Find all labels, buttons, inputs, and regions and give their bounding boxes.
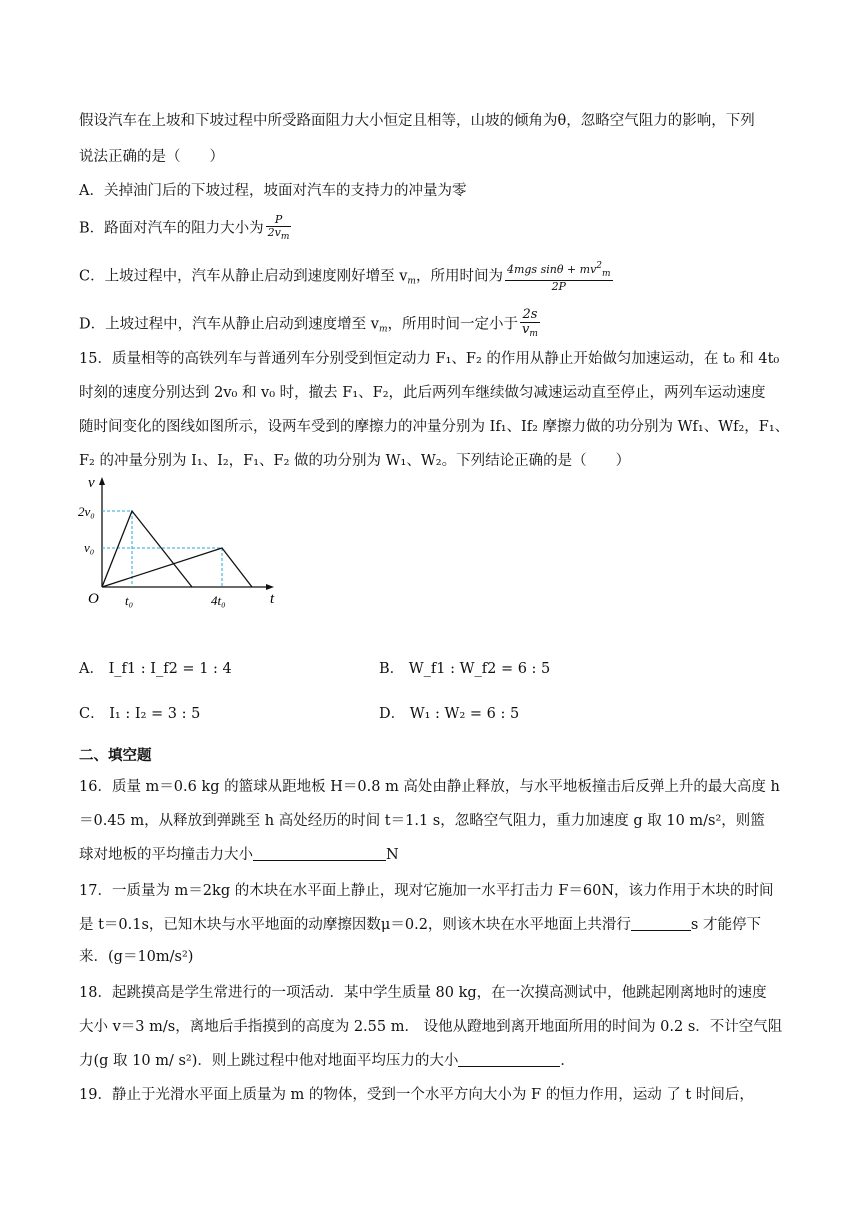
origin-label: O (88, 591, 99, 607)
q16-line2: ＝0.45 m，从释放到弹跳至 h 高处经历的时间 t＝1.1 s，忽略空气阻力，重力加速度 g 取 10 m/s²，则篮 (79, 813, 765, 829)
q17-line2 (79, 916, 761, 934)
q14-option-c-fraction (505, 260, 613, 293)
q15-line3: 随时间变化的图线如图所示，设两车受到的摩擦力的冲量分别为 If₁、If₂ 摩擦力做的功分别为 Wf₁、Wf₂，F₁、 (79, 419, 790, 435)
q15-line4: F₂ 的冲量分别为 I₁、I₂，F₁、F₂ 做的功分别为 W₁、W₂。下列结论正确的是（ ） (79, 453, 631, 469)
q14-option-d-text1: D．上坡过程中，汽车从静止启动到速度增至 v (79, 316, 379, 333)
q14-option-b (79, 214, 293, 243)
q18-line2: 大小 v＝3 m/s，离地后手指摸到的高度为 2.55 m． 设他从蹬地到离开地面所用的时间为 0.2 s．不计空气阻 (79, 1019, 783, 1035)
q14-option-d-text2: ，所用时间一定小于 (387, 316, 518, 333)
y-axis-label: v (88, 475, 95, 491)
q16-line3-text: 球对地板的平均撞击力大小 (79, 847, 253, 863)
q15-option-a: A． I_f1 : I_f2 = 1 : 4 (79, 661, 232, 677)
frac-numerator-sub: m (602, 269, 611, 279)
x-axis-arrow (266, 584, 274, 590)
frac-denominator-main: v (521, 322, 530, 337)
q16-answer-blank[interactable] (253, 846, 386, 861)
frac-numerator: P (266, 214, 292, 227)
section-title: 二、填空题 (79, 748, 152, 764)
x-axis-label: t (270, 591, 275, 607)
frac-denominator (520, 323, 540, 341)
q17-line2-text: 是 t＝0.1s，已知木块与水平地面的动摩擦因数μ＝0.2，则该木块在水平地面上共滑行 (79, 917, 631, 933)
q14-option-d-fraction (520, 308, 540, 341)
q17-line1: 17．一质量为 m＝2kg 的木块在水平面上静止，现对它施加一水平打击力 F＝60N，该力作用于木块的时间 (79, 883, 774, 899)
frac-numerator-sup: 2 (596, 261, 603, 271)
q14-intro-line2: 说法正确的是（ ） (79, 149, 224, 165)
frac-denominator-sub: m (529, 329, 538, 339)
q14-option-c-text2: ，所用时间为 (415, 268, 503, 285)
q15-option-c: C． I₁ : I₂ = 3 : 5 (79, 706, 201, 722)
q14-option-a: A．关掉油门后的下坡过程，坡面对汽车的支持力的冲量为零 (79, 183, 467, 199)
q18-answer-blank[interactable] (458, 1052, 560, 1067)
q14-option-c-text1: C．上坡过程中，汽车从静止启动到速度刚好增至 v (79, 268, 408, 285)
q17-answer-blank[interactable] (631, 916, 691, 931)
q14-option-b-text: B．路面对汽车的阻力大小为 (79, 220, 264, 237)
q14-option-d (79, 308, 542, 341)
frac-denominator (266, 227, 292, 243)
q16-line3 (79, 846, 399, 864)
q17-line3: 来．(g＝10m/s²) (79, 949, 194, 965)
q19-line1: 19．静止于光滑水平面上质量为 m 的物体，受到一个水平方向大小为 F 的恒力作用，运动 了 t 时间后， (79, 1087, 754, 1103)
y-axis-arrow (99, 477, 105, 485)
q15-line2: 时刻的速度分别达到 2v₀ 和 v₀ 时，撤去 F₁、F₂，此后两列车继续做匀减速运动直至停止，两列车运动速度 (79, 385, 766, 401)
frac-numerator-main: 4mgs sinθ + mv (506, 263, 597, 276)
tick-2v0: 2v₀ (78, 504, 95, 519)
q14-option-c-sub: m (407, 276, 416, 287)
frac-denominator: 2P (551, 280, 566, 293)
q14-option-c (79, 260, 615, 293)
frac-numerator: 2s (520, 308, 540, 323)
q16-line1: 16．质量 m＝0.6 kg 的篮球从距地板 H＝0.8 m 高处由静止释放，与水平地板撞击后反弹上升的最大高度 h (79, 779, 780, 795)
q18-line3-tail: ． (560, 1053, 575, 1069)
tick-4t0: 4t₀ (211, 593, 226, 608)
q15-option-d: D． W₁ : W₂ = 6 : 5 (379, 706, 520, 722)
frac-numerator (505, 260, 613, 281)
q18-line1: 18．起跳摸高是学生常进行的一项活动．某中学生质量 80 kg，在一次摸高测试中，他跳起刚离地时的速度 (79, 985, 767, 1001)
velocity-time-graph (78, 475, 308, 615)
q14-intro-line1: 假设汽车在上坡和下坡过程中所受路面阻力大小恒定且相等，山坡的倾角为θ，忽略空气阻力的影响，下列 (79, 113, 755, 129)
q14-option-d-sub: m (378, 324, 388, 335)
q15-line1: 15．质量相等的高铁列车与普通列车分别受到恒定动力 F₁、F₂ 的作用从静止开始做匀加速运动，在 t₀ 和 4t₀ (79, 351, 780, 367)
q17-line2-tail: s 才能停下 (690, 917, 761, 933)
q16-unit: N (386, 847, 399, 863)
q18-line3 (79, 1052, 575, 1070)
q18-line3-text: 力(g 取 10 m/ s²)．则上跳过程中他对地面平均压力的大小 (79, 1053, 459, 1069)
high-speed-train-line (102, 511, 192, 587)
tick-t0: t₀ (125, 593, 134, 608)
q15-option-b: B． W_f1 : W_f2 = 6 : 5 (379, 661, 551, 677)
tick-v0: v₀ (84, 540, 95, 555)
frac-denominator-main: 2v (267, 226, 281, 239)
q14-option-b-fraction (266, 214, 292, 243)
frac-denominator-sub: m (280, 232, 290, 242)
